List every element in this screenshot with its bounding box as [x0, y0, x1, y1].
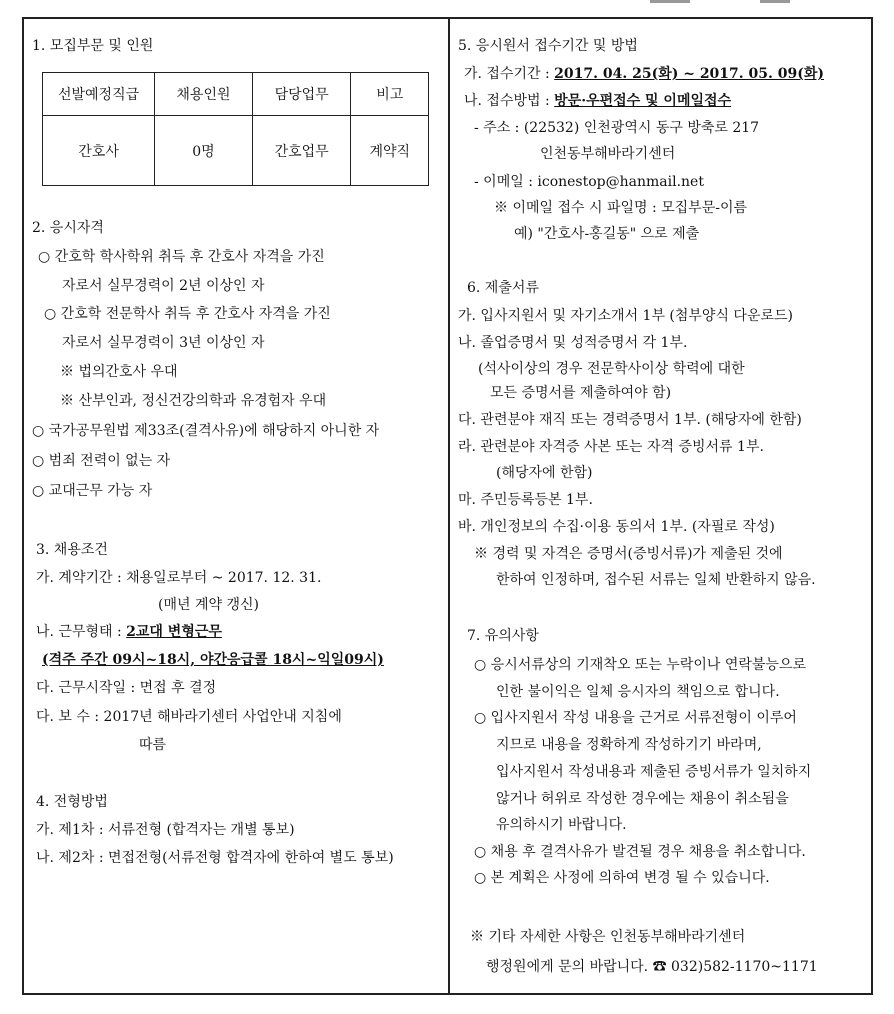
period-label: 가. 접수기간 :: [464, 66, 555, 82]
qualification-item: ○ 범죄 전력이 없는 자: [32, 453, 171, 469]
qualification-item: ○ 국가공무원법 제33조(결격사유)에 해당하지 아니한 자: [32, 423, 380, 439]
contact-phone: 행정원에게 문의 바랍니다. ☎ 032)582-1170~1171: [486, 959, 818, 975]
table-header-cell: 선발예정직급: [43, 73, 155, 116]
table-header-cell: 채용인원: [155, 73, 253, 116]
caution-item: 입사지원서 작성내용과 제출된 증빙서류가 일치하지: [496, 764, 812, 780]
qualification-item: ○ 간호학 전문학사 취득 후 간호사 자격을 가진: [44, 306, 331, 322]
section-1-title: 1. 모집부문 및 인원: [32, 38, 154, 54]
table-row: [43, 116, 429, 186]
document-item: 마. 주민등록등본 1부.: [458, 492, 593, 508]
section-7-title: 7. 유의사항: [467, 628, 539, 644]
section-5-title: 5. 응시원서 접수기간 및 방법: [458, 38, 638, 54]
top-edge-mark: [650, 0, 690, 3]
caution-item: ○ 입사지원서 작성 내용을 근거로 서류전형이 이루어: [474, 710, 797, 726]
column-divider: [448, 17, 450, 995]
method-label: 나. 접수방법 :: [464, 93, 555, 109]
recruitment-table: [42, 72, 429, 186]
document-item: (석사이상의 경우 전문학사이상 학력에 대한: [478, 361, 745, 377]
work-type-label: 나. 근무형태 :: [36, 624, 127, 640]
table-header-row: [43, 73, 429, 116]
top-edge-mark: [760, 0, 790, 3]
caution-item: 지므로 내용을 정확하게 작성하기기 바라며,: [496, 737, 762, 753]
document-item: 가. 입사지원서 및 자기소개서 1부 (첨부양식 다운로드): [458, 308, 793, 324]
work-shift-detail: [42, 650, 384, 670]
work-type: [36, 622, 222, 642]
email-filename-example: 예) "간호사-홍길동" 으로 제출: [514, 226, 700, 242]
contact-note: ※ 기타 자세한 사항은 인천동부해바라기센터: [470, 929, 746, 945]
caution-item: ○ 본 계획은 사정에 의하여 변경 될 수 있습니다.: [474, 870, 770, 886]
document-item: 다. 관련분야 재직 또는 경력증명서 1부. (해당자에 한함): [458, 412, 802, 428]
caution-item: ○ 채용 후 결격사유가 발견될 경우 채용을 취소합니다.: [474, 844, 806, 860]
email-filename-note: ※ 이메일 접수 시 파일명 : 모집부문-이름: [494, 200, 748, 216]
caution-item: 인한 불이익은 일체 응시자의 책임으로 합니다.: [496, 684, 780, 700]
period-value: 2017. 04. 25(화) ~ 2017. 05. 09(화): [554, 66, 825, 82]
document-item: 라. 관련분야 자격증 사본 또는 자격 증빙서류 1부.: [458, 439, 764, 455]
caution-item: ○ 응시서류상의 기재착오 또는 누락이나 연락불능으로: [474, 657, 806, 673]
table-header-cell: 비고: [351, 73, 429, 116]
qualification-note: ※ 산부인과, 정신건강의학과 유경험자 우대: [60, 393, 327, 409]
pay-continued: 따름: [139, 737, 167, 753]
address-continued: 인천동부해바라기센터: [540, 146, 676, 162]
document-note: 한하여 인정하며, 접수된 서류는 일체 반환하지 않음.: [496, 572, 816, 588]
application-method: [464, 91, 731, 111]
qualification-item: 자로서 실무경력이 3년 이상인 자: [62, 335, 265, 351]
work-type-value: 2교대 변형근무: [126, 624, 222, 640]
table-cell: 0명: [155, 116, 253, 186]
email: - 이메일 : iconestop@hanmail.net: [474, 174, 704, 190]
qualification-item: 자로서 실무경력이 2년 이상인 자: [62, 278, 265, 294]
method-value: 방문·우편접수 및 이메일접수: [554, 93, 732, 109]
contract-period: 가. 계약기간 : 채용일로부터 ~ 2017. 12. 31.: [36, 570, 322, 586]
section-3-title: 3. 채용조건: [36, 542, 108, 558]
document-item: 모든 증명서를 제출하여야 함): [490, 385, 672, 401]
table-header-cell: 담당업무: [252, 73, 351, 116]
start-date: 다. 근무시작일 : 면접 후 결정: [36, 680, 217, 696]
section-6-title: 6. 제출서류: [467, 280, 539, 296]
document-item: 나. 졸업증명서 및 성적증명서 각 1부.: [458, 335, 688, 351]
qualification-item: ○ 교대근무 가능 자: [32, 483, 153, 499]
contract-renewal: (매년 계약 갱신): [158, 597, 259, 613]
selection-step-1: 가. 제1차 : 서류전형 (합격자는 개별 통보): [36, 822, 295, 838]
selection-step-2: 나. 제2차 : 면접전형(서류전형 합격자에 한하여 별도 통보): [36, 850, 394, 866]
document-note: ※ 경력 및 자격은 증명서(증빙서류)가 제출된 것에: [474, 546, 783, 562]
table-cell: 간호업무: [252, 116, 351, 186]
address: - 주소 : (22532) 인천광역시 동구 방축로 217: [474, 120, 760, 136]
application-period: [464, 64, 824, 84]
caution-item: 유의하시기 바랍니다.: [496, 817, 627, 833]
section-2-title: 2. 응시자격: [32, 220, 104, 236]
document-item: 바. 개인정보의 수집·이용 동의서 1부. (자필로 작성): [458, 519, 775, 535]
document-item: (해당자에 한함): [496, 465, 593, 481]
table-cell: 계약직: [351, 116, 429, 186]
qualification-note: ※ 법의간호사 우대: [60, 364, 178, 380]
qualification-item: ○ 간호학 학사학위 취득 후 간호사 자격을 가진: [38, 249, 325, 265]
caution-item: 않거나 허위로 작성한 경우에는 채용이 취소됨을: [496, 791, 789, 807]
table-cell: 간호사: [43, 116, 155, 186]
section-4-title: 4. 전형방법: [36, 794, 108, 810]
pay: 다. 보 수 : 2017년 해바라기센터 사업안내 지침에: [36, 709, 342, 725]
work-shift-text: (격주 주간 09시~18시, 야간응급콜 18시~익일09시): [42, 652, 384, 668]
